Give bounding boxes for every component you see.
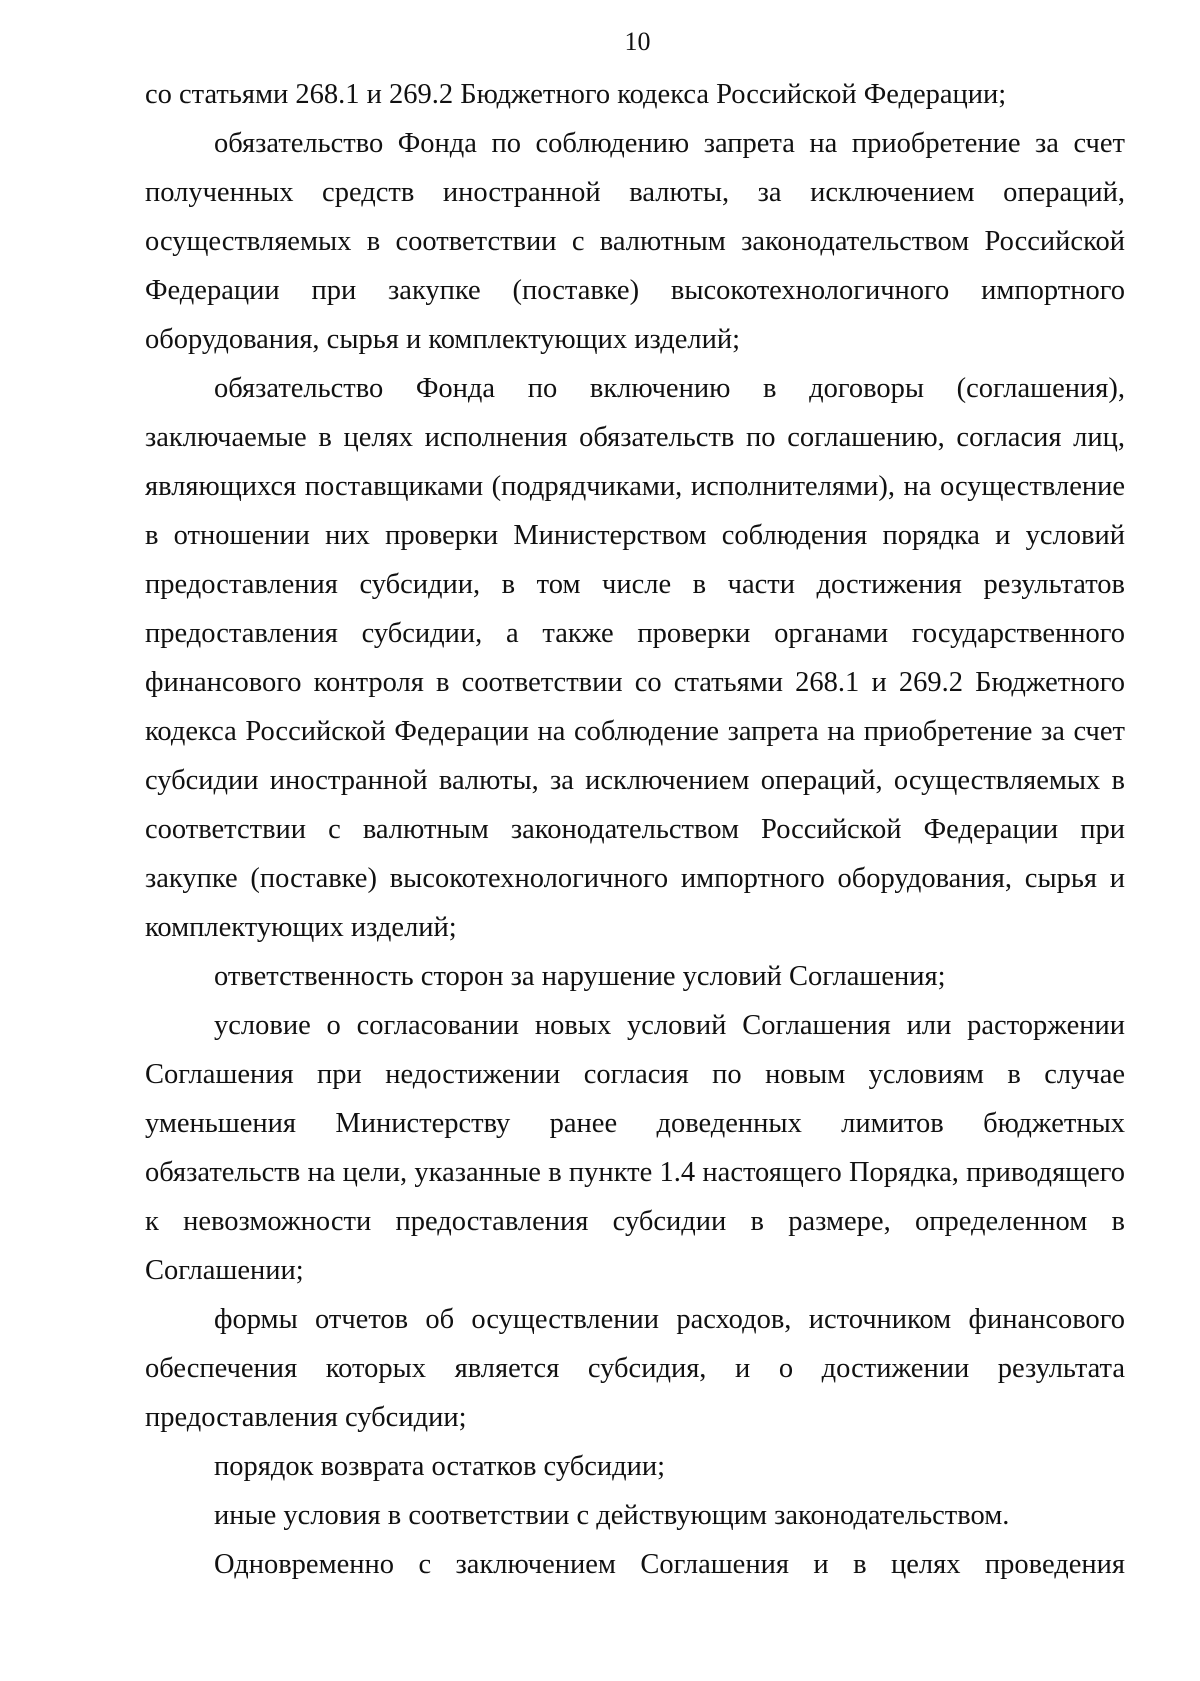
paragraph-continuation: со статьями 268.1 и 269.2 Бюджетного кодекса Российской Федерации;: [145, 79, 1007, 110]
document-body: [145, 70, 1125, 1589]
paragraph-simultaneously: Одновременно с заключением Соглашения и в целях проведения: [214, 1549, 1125, 1580]
paragraph-other-conditions: иные условия в соответствии с действующим законодательством.: [214, 1500, 1010, 1531]
page-number: 10: [624, 27, 651, 56]
paragraph-contract-inclusion-obligation: обязательство Фонда по включению в договоры (соглашения), заключаемые в целях исполнения обязательств по соглашению, согласия лиц, являющихся поставщиками (подрядчиками, исполнителями), на осуществление в отношении них проверки Министерством соблюдения порядка и условий предоставления субсидии, в том числе в части достижения результатов предоставления субсидии, а также проверки органами государственного финансового контроля в соответствии со статьями 268.1 и 269.2 Бюджетного кодекса Российской Федерации на соблюдение запрета на приобретение за счет субсидии иностранной валюты, за исключением операций, осуществляемых в соответствии с валютным законодательством Российской Федерации при закупке (поставке) высокотехнологичного импортного оборудования, сырья и комплектующих изделий;: [145, 373, 1125, 943]
paragraph-new-conditions: условие о согласовании новых условий Соглашения или расторжении Соглашения при недостижении согласия по новым условиям в случае уменьшения Министерству ранее доведенных лимитов бюджетных обязательств на цели, указанные в пункте 1.4 настоящего Порядка, приводящего к невозможности предоставления субсидии в размере, определенном в Соглашении;: [145, 1010, 1125, 1286]
paragraph-return-procedure: порядок возврата остатков субсидии;: [214, 1451, 666, 1482]
paragraph-report-forms: формы отчетов об осуществлении расходов, источником финансового обеспечения которых является субсидия, и о достижении результата предоставления субсидии;: [145, 1304, 1125, 1433]
paragraph-currency-ban-obligation: обязательство Фонда по соблюдению запрета на приобретение за счет полученных средств иностранной валюты, за исключением операций, осуществляемых в соответствии с валютным законодательством Российской Федерации при закупке (поставке) высокотехнологичного импортного оборудования, сырья и комплектующих изделий;: [145, 128, 1125, 355]
paragraph-liability: ответственность сторон за нарушение условий Соглашения;: [214, 961, 946, 992]
